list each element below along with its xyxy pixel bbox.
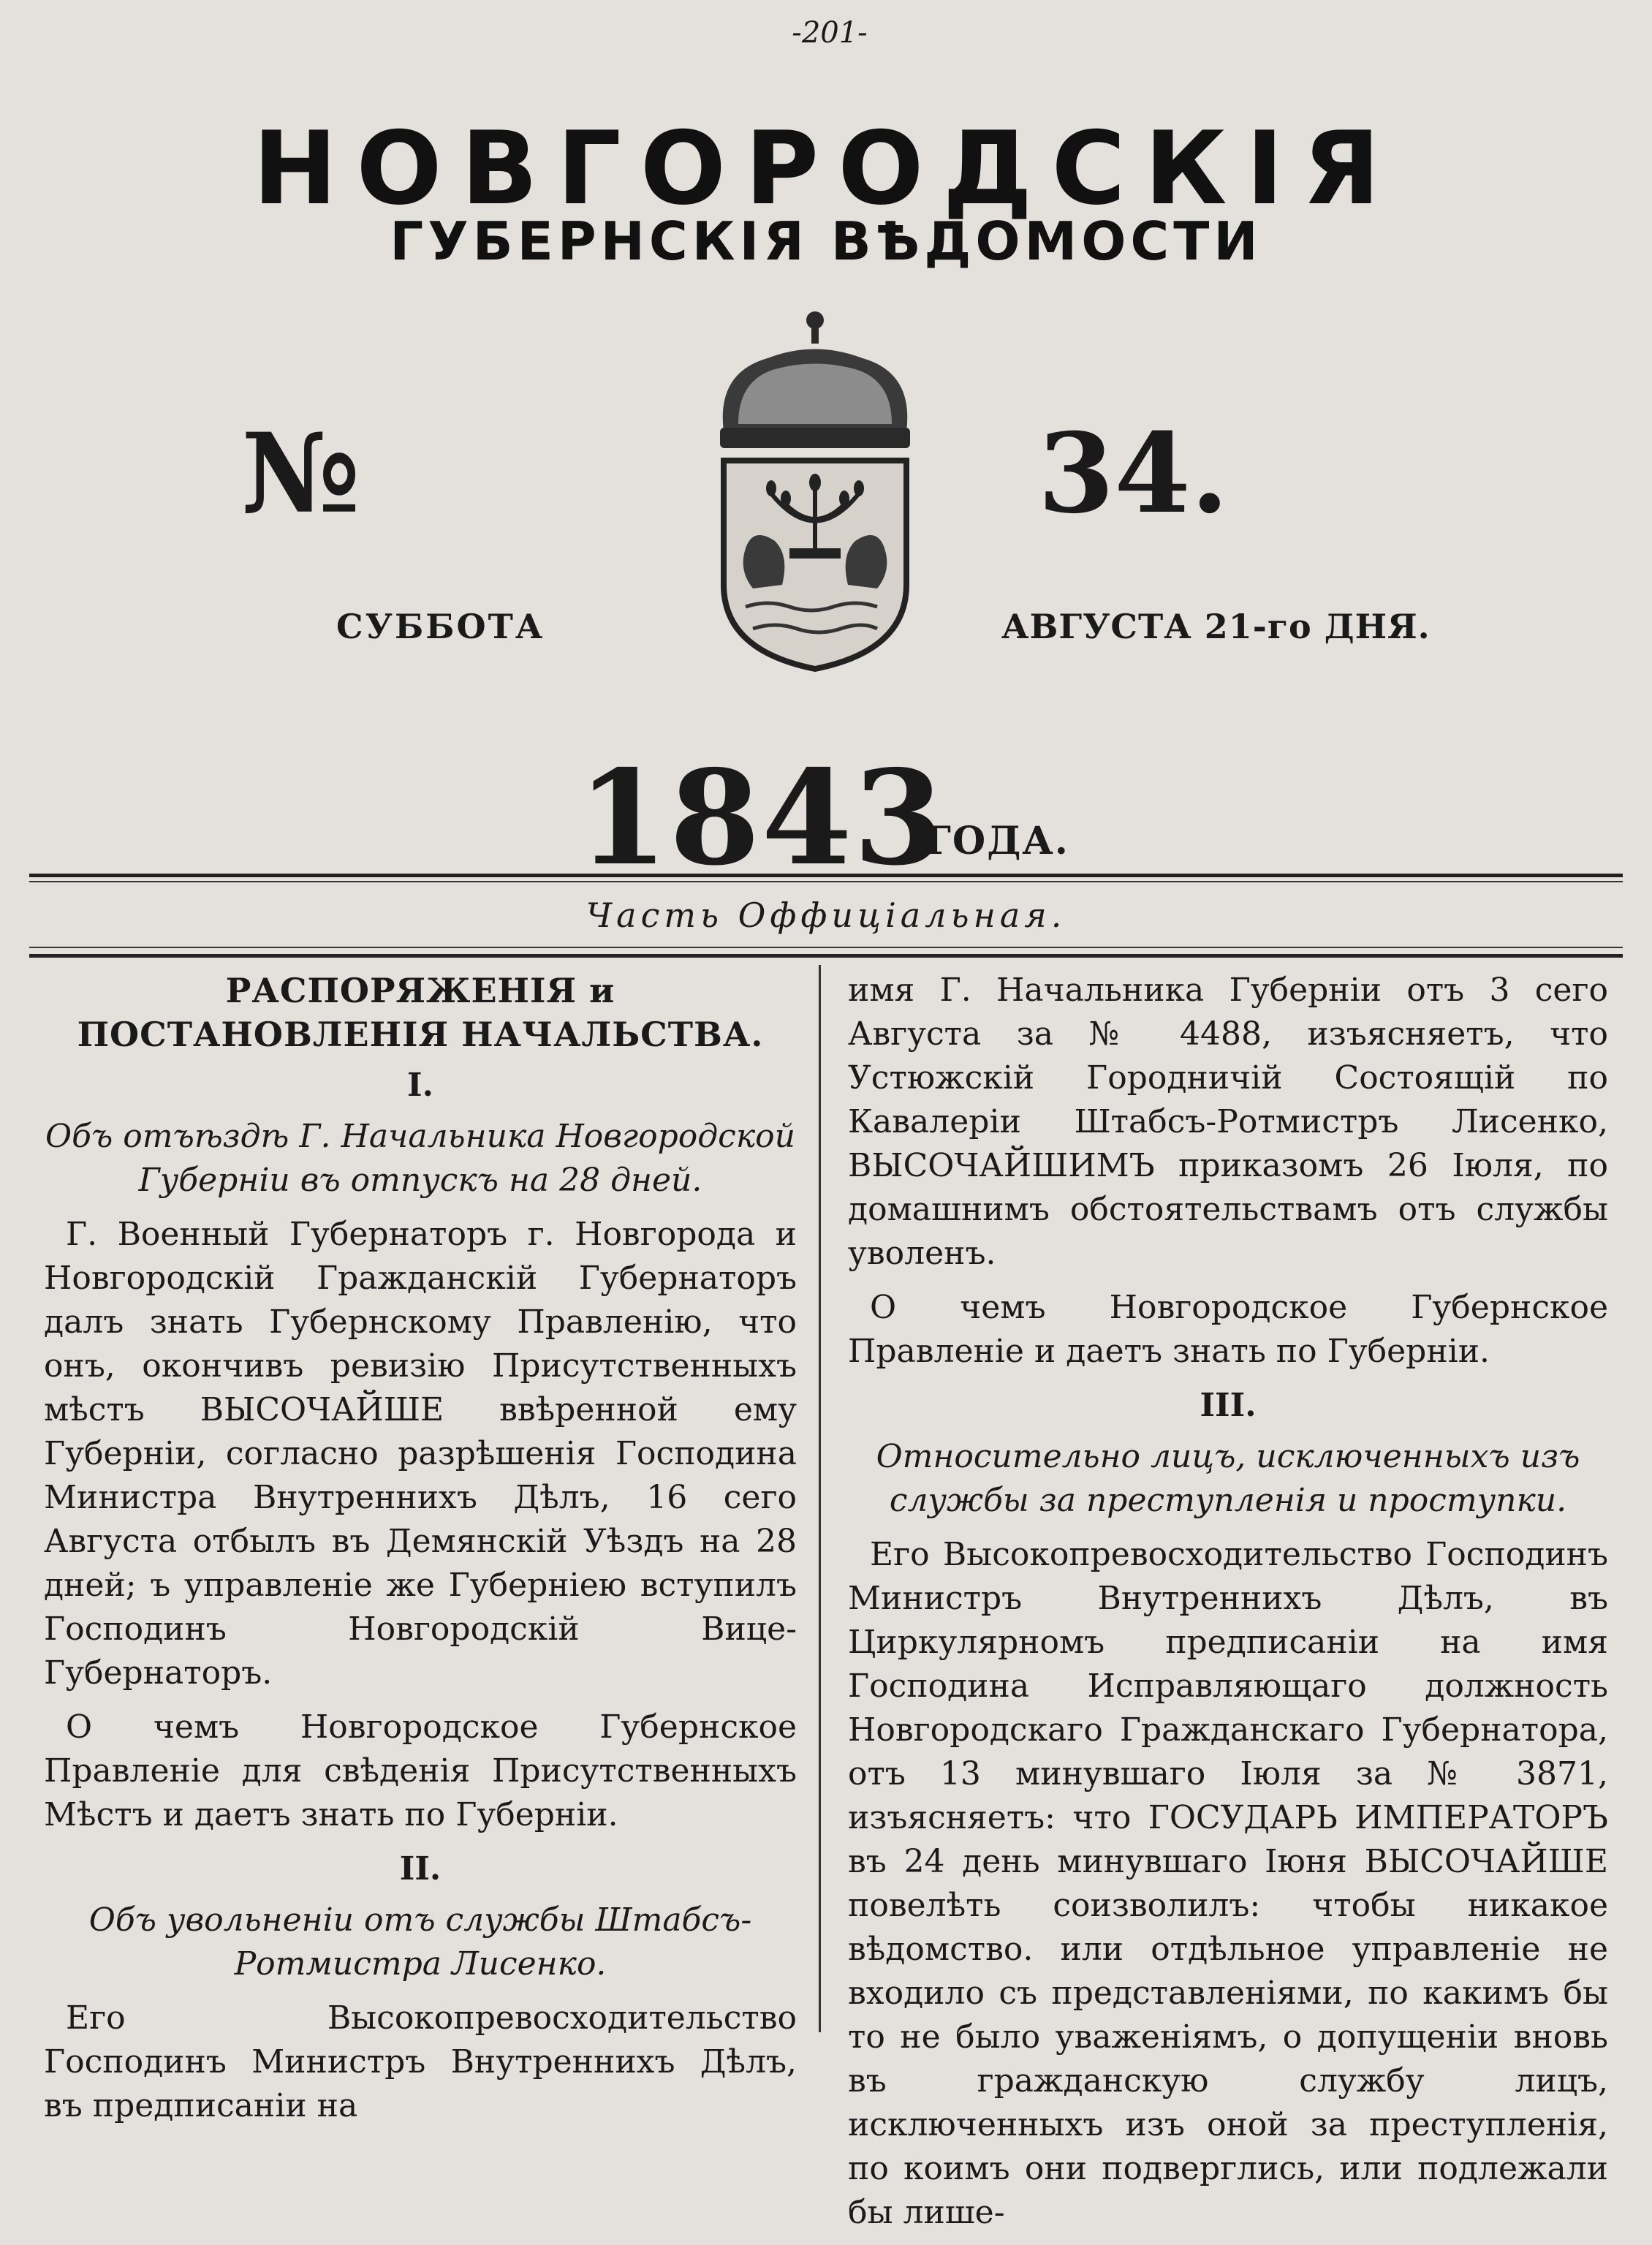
item-1-paragraph-1: Г. Военный Губернаторъ г. Новгорода и Новгородскій Гражданскій Губернаторъ далъ знать Губернскому Правленію, что онъ, окончивъ ревизію Присутственныхъ мѣстъ ВЫСОЧАЙШЕ ввѣренной ему Губерніи, согласно разрѣшенія Господина Министра Внутреннихъ Дѣлъ, 16 сего Августа отбылъ въ Демянскій Уѣздъ на 28 дней; ъ управленіе же Губерніею вступилъ Господинъ Новгородскій Вице-Губернаторъ. [44,1216,797,1692]
issue-number: 34. [1038,409,1229,538]
weekday: СУББОТА [336,607,545,646]
item-number-3: III. [1200,1387,1257,1424]
page-number: -201- [792,16,868,50]
item-2-caption: Объ увольненіи отъ службы Штабсъ-Ротмистра Лисенко. [88,1901,752,1983]
right-column [848,969,1608,2245]
item-2-paragraph-2: О чемъ Новгородское Губернское Правленіе и даетъ знать по Губерніи. [848,1289,1608,1370]
item-1-paragraph-2: О чемъ Новгородское Губернское Правленіе для свѣденія Присутственныхъ Мѣстъ и даетъ знать по Губерніи. [44,1708,797,1833]
section-title: РАСПОРЯЖЕНІЯ и ПОСТАНОВЛЕНІЯ НАЧАЛЬСТВА. [77,971,764,1054]
issue-date: АВГУСТА 21-го ДНЯ. [1001,607,1431,646]
item-number-2: II. [399,1850,442,1888]
part-title: Часть Оффиціальная. [586,896,1066,935]
item-3-caption: Относительно лицъ, исключенныхъ изъ службы за преступленія и проступки. [876,1438,1580,1519]
header-rule-bottom [29,954,1623,958]
coat-of-arms-emblem [694,307,936,673]
year-suffix: ГОДА. [925,819,1069,863]
item-1-caption: Объ отъѣздѣ Г. Начальника Новгородской Губерніи въ отпускъ на 28 дней. [45,1118,795,1199]
item-2-continuation: имя Г. Начальника Губерніи отъ 3 сего Августа за № 4488, изъясняетъ, что Устюжскій Городничій Состоящій по Кавалеріи Штабсъ-Ротмистръ Лисенко, ВЫСОЧАЙШИМЪ приказомъ 26 Іюля, по домашнимъ обстоятельствамъ отъ службы уволенъ. [848,972,1608,1272]
item-2-paragraph-1: Его Высокопревосходительство Господинъ Министръ Внутреннихъ Дѣлъ, въ предписаніи на [44,1999,797,2124]
header-rule-top [29,874,1623,877]
issue-year: 1843 [577,741,946,894]
item-number-1: I. [407,1067,433,1104]
newspaper-title: НОВГОРОДСКІЯ [252,110,1400,227]
numero-sign: № [241,409,361,538]
item-3-paragraph-1: Его Высокопревосходительство Господинъ Министръ Внутреннихъ Дѣлъ, въ Циркулярномъ предписаніи на имя Господина Исправляющаго должность Новгородскаго Гражданскаго Губернатора, отъ 13 минувшаго Іюля за № 3871, изъясняетъ: что ГОСУДАРЬ ИМПЕРАТОРЪ въ 24 день минувшаго Іюня ВЫСОЧАЙШЕ повелѣть соизволилъ: чтобы никакое вѣдомство. или отдѣльное управленіе не входило съ представленіями, по какимъ бы то не было уваженіямъ, о допущеніи вновь въ гражданскую службу лицъ, исключенныхъ изъ оной за преступленія, по коимъ они подверглись, или подлежали бы лише- [848,1536,1608,2231]
column-divider [819,965,821,2032]
left-column [44,969,797,2138]
newspaper-subtitle: ГУБЕРНСКІЯ ВѢДОМОСТИ [390,211,1262,272]
header-rule-bottom-thin [29,947,1623,948]
header-rule-top-thin [29,881,1623,882]
